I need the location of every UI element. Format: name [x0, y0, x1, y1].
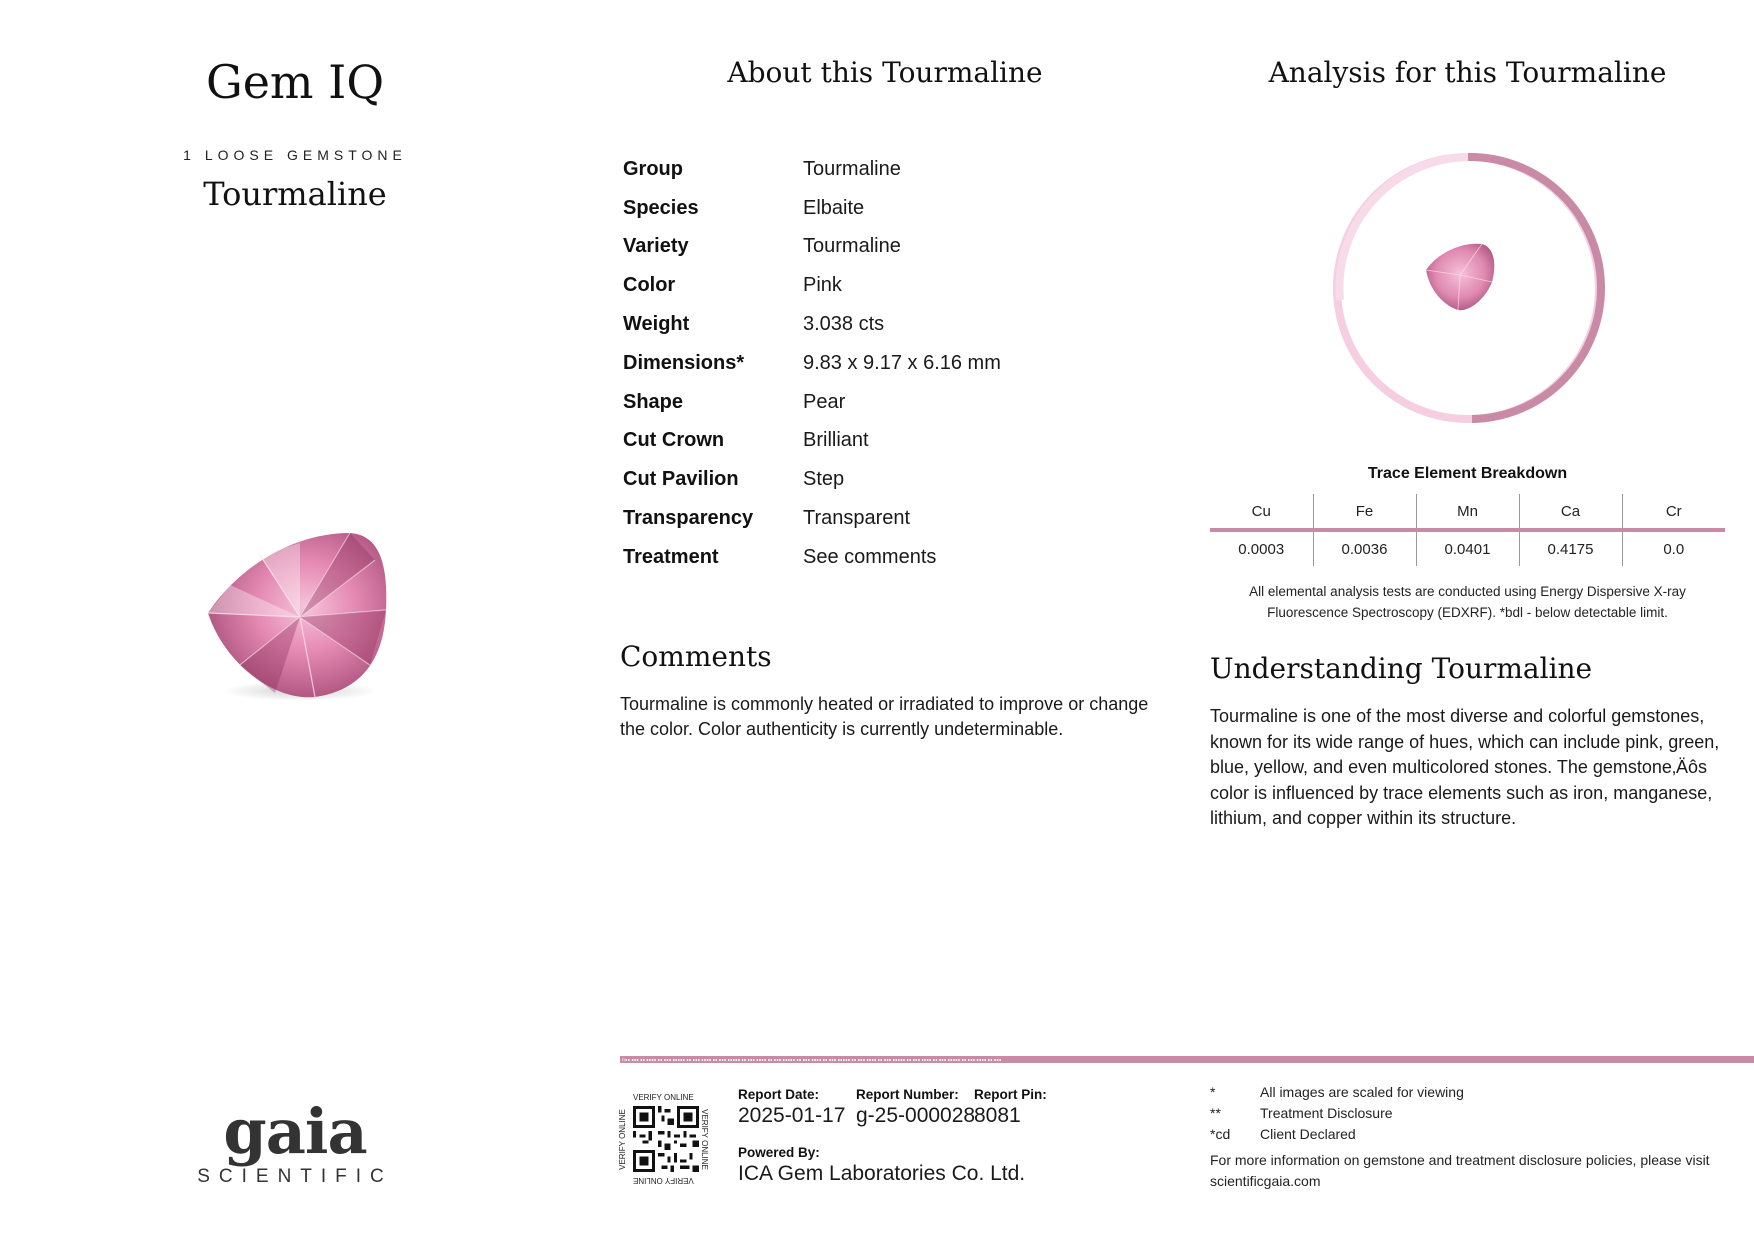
- more-info-text: For more information on gemstone and treatment disclosure policies, please visit scientificgaia.com: [1210, 1152, 1710, 1189]
- footnote-row: [1210, 1081, 1740, 1102]
- about-title: About this Tourmaline: [727, 56, 1043, 89]
- footnote-mark: *cd: [1210, 1125, 1231, 1142]
- brand-title: Gem IQ: [205, 55, 385, 109]
- gem-name: Tourmaline: [203, 175, 387, 213]
- understanding-title: Understanding Tourmaline: [1210, 652, 1593, 685]
- property-row: [623, 266, 1163, 305]
- trace-value-row: [1210, 530, 1725, 566]
- gemstone-photo: [200, 525, 390, 705]
- trace-element-title: Trace Element Breakdown: [1367, 465, 1568, 482]
- footnotes: [1210, 1081, 1740, 1192]
- company-logo-subtitle: SCIENTIFIC: [197, 1166, 393, 1187]
- report-pin-value: 8081: [974, 1104, 1021, 1127]
- powered-by-value: ICA Gem Laboratories Co. Ltd.: [738, 1162, 1026, 1185]
- property-key: Dimensions*: [623, 351, 745, 374]
- property-key: Shape: [623, 390, 684, 413]
- property-key: Group: [623, 157, 683, 180]
- property-row: [623, 305, 1163, 344]
- understanding-body: Tourmaline is one of the most diverse and colorful gemstones, known for its wide range of hues, which can include pink, green, blue, yellow, and even multicolored stones. The gemstone‚Äôs color is influenced by trace elements such as iron, manganese, lithium, and copper within its structure.: [1210, 706, 1720, 828]
- item-count-label: 1 LOOSE GEMSTONE: [183, 147, 407, 163]
- property-row: [623, 499, 1163, 538]
- analysis-title: Analysis for this Tourmaline: [1268, 56, 1667, 89]
- property-key: Cut Pavilion: [623, 468, 739, 491]
- report-number-value: g-25-000028: [856, 1104, 976, 1127]
- report-number-block: [856, 1087, 975, 1128]
- property-value: Tourmaline: [803, 235, 901, 258]
- report-pin-label: Report Pin:: [974, 1087, 1047, 1102]
- footnote-text: Client Declared: [1260, 1125, 1356, 1142]
- property-key: Treatment: [623, 545, 719, 568]
- verify-label-left: VERIFY ONLINE: [617, 1109, 627, 1170]
- element-symbol: Ca: [1519, 494, 1622, 530]
- property-row: [623, 538, 1163, 577]
- trace-header-row: [1210, 494, 1725, 530]
- property-value: Elbaite: [803, 196, 865, 219]
- verify-label-right: VERIFY ONLINE: [699, 1109, 709, 1170]
- property-value: See comments: [803, 545, 937, 568]
- property-row: [623, 344, 1163, 383]
- property-value: Pink: [803, 274, 842, 297]
- element-symbol: Mn: [1416, 494, 1519, 530]
- element-symbol: Cu: [1210, 494, 1313, 530]
- element-value: 0.0: [1622, 530, 1725, 566]
- trace-element-table: [1210, 494, 1725, 566]
- report-date-block: [738, 1087, 845, 1128]
- property-value: 3.038 cts: [803, 313, 885, 336]
- footnote-mark: *: [1210, 1083, 1216, 1100]
- element-symbol: Cr: [1622, 494, 1725, 530]
- report-date-label: Report Date:: [738, 1087, 820, 1102]
- comments-title: Comments: [620, 640, 772, 673]
- property-row: [623, 383, 1163, 422]
- property-key: Transparency: [623, 507, 754, 530]
- color-analysis-ring: [1330, 150, 1606, 426]
- property-key: Weight: [623, 313, 690, 336]
- analysis-note: All elemental analysis tests are conducted using Energy Dispersive X-ray Fluorescence Spectroscopy (EDXRF). *bdl - below detectable limit.: [1249, 584, 1686, 620]
- property-value: Tourmaline: [803, 157, 901, 180]
- property-value: 9.83 x 9.17 x 6.16 mm: [803, 351, 1001, 374]
- property-value: Brilliant: [803, 429, 869, 452]
- element-value: 0.4175: [1519, 530, 1622, 566]
- verify-label-top: VERIFY ONLINE: [633, 1093, 694, 1102]
- company-logo: gaia: [223, 1095, 367, 1168]
- report-pin-block: [974, 1087, 1047, 1128]
- element-value: 0.0003: [1238, 540, 1285, 558]
- property-key: Cut Crown: [623, 429, 725, 452]
- powered-by-label: Powered By:: [738, 1145, 820, 1160]
- properties-list: [623, 150, 1163, 577]
- property-key: Species: [623, 196, 699, 219]
- footnote-row: [1210, 1123, 1740, 1144]
- verify-qr-code[interactable]: [617, 1093, 712, 1185]
- footnote-mark: **: [1210, 1104, 1221, 1121]
- verify-label-bottom: VERIFY ONLINE: [633, 1176, 694, 1185]
- property-value: Transparent: [803, 507, 911, 530]
- element-value: 0.0401: [1416, 530, 1519, 566]
- property-value: Pear: [803, 390, 846, 413]
- report-date-value: 2025-01-17: [738, 1104, 846, 1127]
- footer-divider: [620, 1056, 1754, 1063]
- element-symbol: Fe: [1313, 494, 1416, 530]
- property-row: [623, 189, 1163, 228]
- property-row: [623, 228, 1163, 267]
- qr-icon: [633, 1106, 699, 1172]
- footnote-text: Treatment Disclosure: [1260, 1104, 1393, 1121]
- report-number-label: Report Number:: [856, 1087, 959, 1102]
- property-row: [623, 460, 1163, 499]
- property-row: [623, 150, 1163, 189]
- property-key: Color: [623, 274, 676, 297]
- footnote-text: All images are scaled for viewing: [1260, 1083, 1464, 1100]
- property-value: Step: [803, 468, 845, 491]
- element-value: 0.0036: [1313, 530, 1416, 566]
- powered-by-block: [738, 1145, 1025, 1186]
- property-row: [623, 422, 1163, 461]
- comments-body: Tourmaline is commonly heated or irradiated to improve or change the color. Color authenticity is currently undeterminable.: [620, 694, 1149, 739]
- microtext-band: Ω∎∎ ∎∎∎ ∎∎ ∎∎∎∎ ∎∎ ∎∎∎ ∎∎∎∎∎ ∎∎ ∎∎∎ ∎∎∎∎ ∎∎ ∎∎∎ ∎∎∎∎∎ ∎∎ ∎∎∎ ∎∎∎∎ ∎∎ ∎∎∎ ∎∎∎∎∎ ∎∎ ∎∎∎ ∎∎∎∎ ∎∎ ∎∎∎ ∎∎∎∎∎ ∎∎ ∎∎∎ ∎∎∎∎ ∎∎ ∎∎∎ ∎∎∎∎∎ ∎∎ ∎∎∎ ∎∎∎∎ ∎∎ ∎∎∎ ∎∎∎∎∎ ∎∎ ∎∎∎ ∎∎∎∎ ∎∎ ∎∎∎: [622, 1057, 1002, 1062]
- footnote-row: [1210, 1102, 1740, 1123]
- property-key: Variety: [623, 235, 689, 258]
